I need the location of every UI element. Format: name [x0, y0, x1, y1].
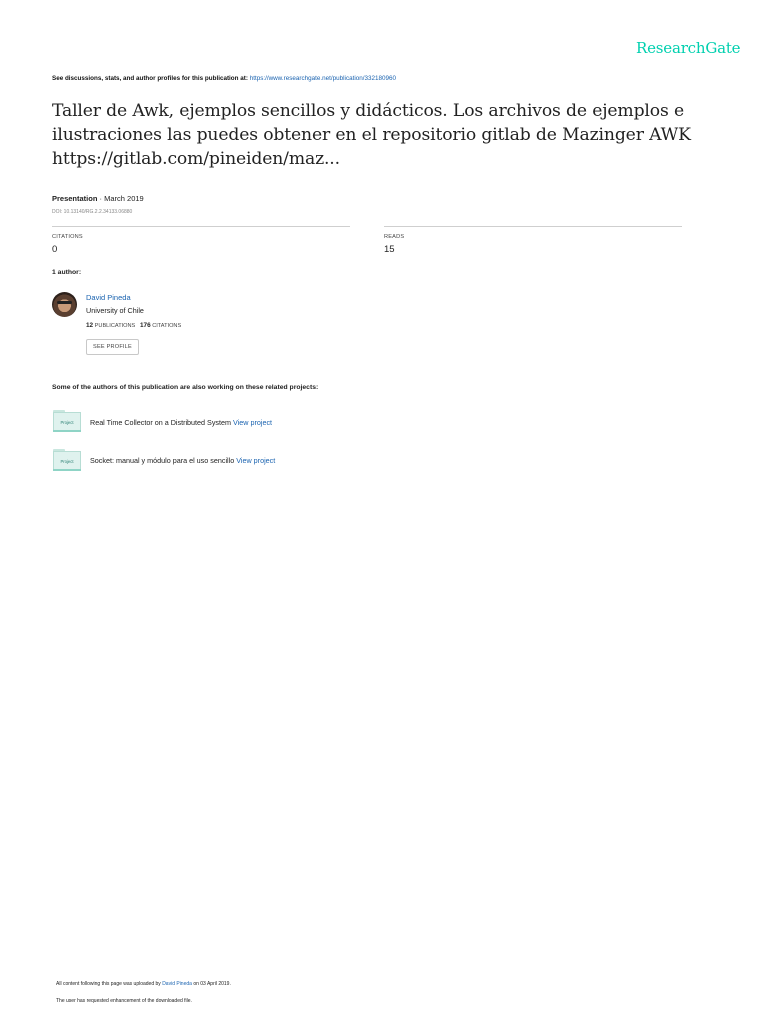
author-avatar[interactable]	[52, 292, 77, 317]
reads-label: READS	[384, 234, 405, 240]
upload-suffix: on 03 April 2019.	[191, 981, 231, 987]
project-item	[90, 418, 272, 427]
author-metrics	[86, 322, 181, 329]
publication-url-link[interactable]: https://www.researchgate.net/publication/332180960	[249, 75, 397, 82]
project-folder-label: Project	[53, 451, 81, 470]
uploader-link[interactable]: David Pineda	[162, 981, 192, 987]
view-project-link[interactable]: View project	[233, 418, 273, 427]
publication-type-label: Presentation	[52, 194, 98, 203]
related-projects-heading: Some of the authors of this publication are also working on these related projects:	[52, 384, 319, 391]
project-name: Real Time Collector on a Distributed System	[90, 418, 232, 427]
citations-label: CITATIONS	[52, 234, 83, 240]
publications-label: PUBLICATIONS	[94, 323, 136, 329]
project-folder-icon	[52, 410, 82, 432]
citations-divider	[52, 226, 350, 227]
publications-count: 12	[86, 322, 94, 329]
author-affiliation: University of Chile	[86, 306, 144, 315]
reads-value: 15	[384, 244, 395, 255]
citations-value: 0	[52, 244, 58, 255]
authors-heading: 1 author:	[52, 269, 82, 276]
title-line: Taller de Awk, ejemplos sencillos y didácticos. Los archivos de ejemplos e	[52, 101, 684, 121]
enhancement-notice: The user has requested enhancement of the downloaded file.	[56, 998, 192, 1004]
publication-type	[52, 194, 144, 203]
author-name-link[interactable]: David Pineda	[86, 293, 131, 302]
view-project-link[interactable]: View project	[236, 456, 276, 465]
project-folder-label: Project	[53, 412, 81, 431]
upload-prefix: All content following this page was uploaded by	[56, 981, 163, 987]
title-line: ilustraciones las puedes obtener en el repositorio gitlab de Mazinger AWK	[52, 125, 691, 145]
project-item	[90, 456, 275, 465]
researchgate-logo[interactable]: ResearchGate	[636, 39, 741, 57]
author-citations-label: CITATIONS	[152, 323, 182, 329]
publication-doi: DOI: 10.13140/RG.2.2.34133.06880	[52, 209, 133, 215]
discussion-text: See discussions, stats, and author profiles for this publication at:	[52, 75, 250, 82]
discussion-notice	[52, 75, 396, 82]
author-citations-count: 176	[139, 322, 151, 329]
title-line: https://gitlab.com/pineiden/maz...	[52, 149, 340, 169]
publication-date: · March 2019	[97, 194, 144, 203]
see-profile-button[interactable]: SEE PROFILE	[86, 339, 139, 355]
project-name: Socket: manual y módulo para el uso sencillo	[90, 456, 235, 465]
publication-title	[52, 99, 732, 171]
reads-divider	[384, 226, 682, 227]
upload-notice	[56, 981, 231, 987]
project-folder-icon	[52, 449, 82, 471]
